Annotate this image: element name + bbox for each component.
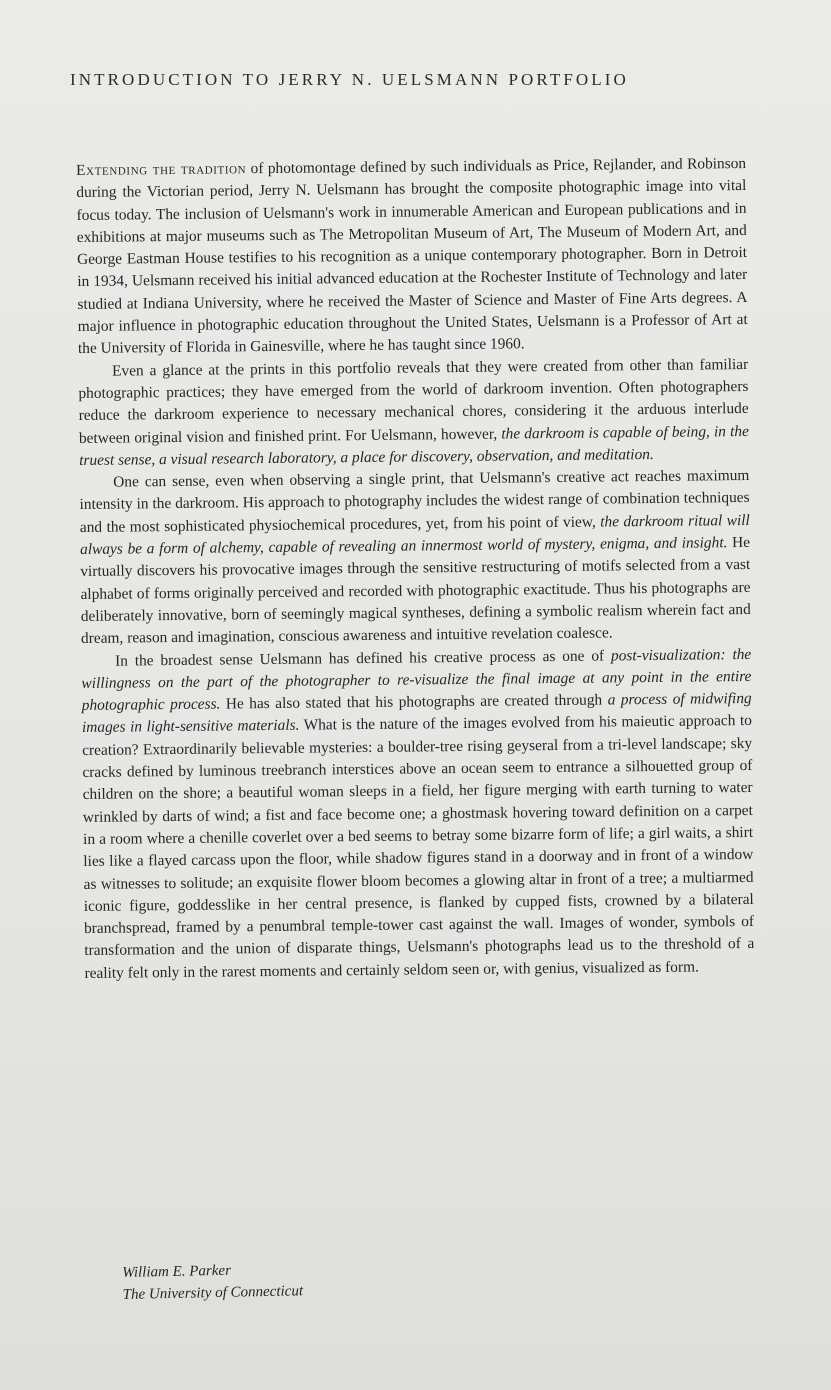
paragraph-4-text-a: In the broadest sense Uelsmann has defined his creative process as one of bbox=[115, 646, 612, 670]
paragraph-2-text-a: Even a glance at the prints in this portfolio reveals that they were created from other than familiar photographic practices; they have emerged from the world of darkroom invention. Often photographers reduce the darkroom experience to necessary mechanical chores, considering it the arduous interlude between original vision and finished print. For Uelsmann, however, bbox=[78, 355, 749, 447]
author-name: William E. Parker bbox=[122, 1262, 232, 1281]
body-text bbox=[76, 153, 755, 985]
paragraph-1-text: of photomontage defined by such individuals as Price, Rejlander, and Robinson during the Victorian period, Jerry N. Uelsmann has brought the composite photographic image into vital focus today. The inclusion of Uelsmann's work in innumerable American and European publications and in exhibitions at major museums such as The Metropolitan Museum of Art, The Museum of Modern Art, and George Eastman House testifies to his recognition as a unique contemporary photographer. Born in Detroit in 1934, Uelsmann received his initial advanced education at the Rochester Institute of Technology and later studied at Indiana University, where he received the Master of Science and Master of Fine Arts degrees. A major influence in photographic education throughout the United States, Uelsmann is a Professor of Art at the University of Florida in Gainesville, where he has taught since 1960. bbox=[76, 154, 748, 358]
paragraph-4-italic-d: a process of midwifing images in light-sensitive materials. bbox=[81, 690, 752, 737]
paragraph-3-italic-b: the darkroom ritual will always be a form of alchemy, capable of revealing an innermost world of mystery, enigma, and insight. bbox=[79, 511, 750, 559]
paragraph-3-text-c: He virtually discovers his provocative images through the sensitive restructuring of motifs selected from a vast alphabet of forms originally perceived and recorded with photographic exactitude. Thus his photographs are deliberately innovative, born of seemingly magical syntheses, defining a symbolic realism wherein fact and dream, reason and imagination, conscious awareness and intuitive revelation coalesce. bbox=[80, 534, 751, 648]
paragraph-4-italic-b: post-visualization: the willingness on the part of the photographer to re-visualize the final image at any point in the entire photographic process. bbox=[81, 645, 752, 715]
paragraph-2-italic-b: the darkroom is capable of being, in the truest sense, a visual research laboratory, a place for discovery, observation, and meditation. bbox=[79, 422, 749, 469]
paragraph-2 bbox=[78, 354, 749, 472]
page-title: INTRODUCTION TO JERRY N. UELSMANN PORTFOLIO bbox=[70, 70, 629, 89]
author-affiliation: The University of Connecticut bbox=[122, 1283, 304, 1303]
paragraph-3 bbox=[79, 465, 751, 650]
paragraph-4 bbox=[81, 643, 754, 984]
paragraph-4-text-c: He has also stated that his photographs are created through bbox=[220, 691, 608, 713]
paragraph-3-text-a: One can sense, even when observing a single print, that Uelsmann's creative act reaches maximum intensity in the darkroom. His approach to photography includes the widest range of combination techniques and the most sophisticated physiochemical procedures, yet, from his point of view, bbox=[79, 467, 750, 536]
paragraph-1 bbox=[76, 153, 748, 361]
paragraph-1-lead: Extending the tradition bbox=[76, 160, 247, 179]
paragraph-4-text-e: What is the nature of the images evolved from his maieutic approach to creation? Extraordinarily believable mysteries: a boulder-tree rising geyseral from a tri-level landscape; sky cracks defined by luminous treebranch interstices above an ocean seem to entrance a silhouetted group of children on the shore; a beautiful woman sleeps in a field, her figure merging with earth turning to water wrinkled by darts of wind; a fist and face become one; a ghostmask hovering toward definition on a carpet in a room where a chenille coverlet over a bed seems to betray some bizarre form of life; a girl waits, a shirt lies like a flayed carcass upon the floor, while shadow figures stand in a doorway and in front of a window as witnesses to solitude; an exquisite flower bloom becomes a glowing altar in front of a tree; a multiarmed iconic figure, goddesslike in her central presence, is flanked by cupped fists, crowned by a bilateral branchspread, framed by a penumbral temple-tower cast against the wall. Images of wonder, symbols of transformation and the union of disparate things, Uelsmann's photographs lead us to the threshold of a reality felt only in the rarest moments and certainly seldom seen or, with genius, visualized as form. bbox=[82, 712, 755, 982]
signature-block bbox=[122, 1258, 303, 1306]
